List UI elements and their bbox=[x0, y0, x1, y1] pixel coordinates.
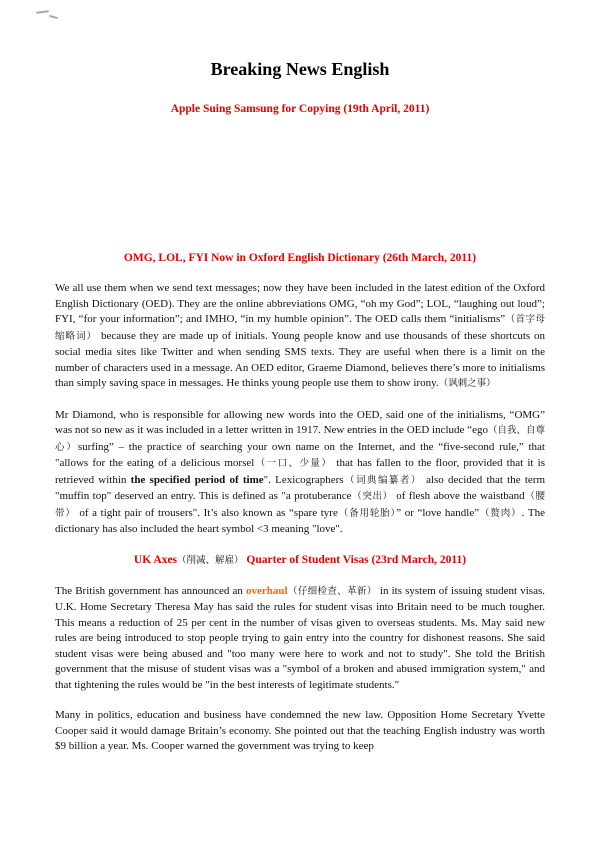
text-run: . The dictionary has also included the heart symbol <3 meaning "love". bbox=[55, 506, 545, 535]
paragraph-visas-1 bbox=[55, 584, 545, 694]
article-heading-omg-oed bbox=[55, 251, 545, 266]
paragraph-omg-2 bbox=[55, 408, 545, 538]
text-run: OMG, LOL, FYI Now in Oxford English Dictionary (26th March, 2011) bbox=[123, 252, 477, 264]
text-run: （腰带） bbox=[55, 492, 545, 519]
text-run: in its system of issuing student visas. U.K. Home Secretary Theresa May has said the rules for student visas into Britain need to be much tougher. This means a reduction of 25 per cent in the number of visas given to overseas students. Ms. May said new rules are being introduced to stop people trying to gain entry into the country for dishonest reasons. She said student visas were being abused and "too many were here to work and not to study". She told the British government that the misuse of student visas was a "symbol of a broken and abused immigration system," and that tightening the rules would be "in the best interests of legitimate students." bbox=[55, 584, 545, 691]
text-run: Apple Suing Samsung for Copying (19th April, 2011) bbox=[170, 103, 430, 115]
text-run: because they are made up of initials. Young people know and use thousands of these shortcuts on social media sites like Twitter and when sending SMS texts. They are useful when there is a limit on the number of characters used in a message. An OED editor, Graeme Diamond, believes there’s more to initialisms than simply saving space in messages. He thinks young people use them to show irony. bbox=[55, 329, 545, 389]
text-run: （赘肉） bbox=[479, 508, 522, 519]
text-run: （讽刺之事） bbox=[438, 379, 496, 389]
text-run: ” or “love handle” bbox=[396, 506, 480, 519]
text-run: ". Lexicographers bbox=[263, 473, 344, 486]
text-run: Many in politics, education and business have condemned the new law. Opposition Home Secretary Yvette Cooper said it would damage Britain’s economy. She pointed out that the teaching English industry was worth $9 billion a year. Ms. Cooper warned the government was trying to keep bbox=[55, 709, 545, 752]
text-run: the specified period of time bbox=[130, 473, 264, 486]
paragraph-visas-2 bbox=[55, 708, 545, 755]
text-run: （备用轮胎） bbox=[337, 508, 397, 519]
text-run: UK Axes bbox=[133, 553, 178, 566]
text-run: （一口、少量） bbox=[254, 459, 333, 469]
blank-space bbox=[55, 117, 545, 251]
text-run: We all use them when we send text messages; now they have been included in the latest edition of the Oxford English Dictionary (OED). They are the online abbreviations OMG, “oh my God”; LOL, “laughing out loud”; FYI, “for your information”; and IMHO, “in my humble opinion”. The OED calls them “initialisms” bbox=[55, 282, 545, 325]
text-run: of a tight pair of trousers". It’s also known as “spare tyre bbox=[75, 506, 338, 519]
text-run: （词典编纂者） bbox=[343, 475, 422, 486]
text-run: of flesh above the waistband bbox=[392, 490, 525, 502]
text-run: （首字母缩略词） bbox=[55, 315, 545, 342]
text-run: （仔细检查、革新） bbox=[287, 586, 377, 597]
text-run: that has fallen to the floor, provided that it is retrieved within bbox=[55, 457, 545, 486]
text-run: Mr Diamond, who is responsible for allowing new words into the OED, said one of the initialisms, “OMG” was not so new as it was included in a letter written in 1917. New entries in the OED include “ego bbox=[55, 408, 545, 436]
text-run: （自我、自尊心） bbox=[55, 426, 545, 453]
text-run: overhaul bbox=[246, 584, 288, 597]
text-run: also decided that the term "muffin top" deserved an entry. This is defined as "a protuberance bbox=[55, 473, 546, 502]
text-run: （突出） bbox=[351, 492, 393, 502]
text-run: surfing” – the practice of searching your own name on the Internet, and the “five-second rule,” that "allows for the eating of a delicious morsel bbox=[55, 440, 545, 469]
page-corner-mark bbox=[36, 10, 49, 14]
text-run: The British government has announced an bbox=[55, 584, 247, 597]
text-run: （削减、解雇） bbox=[177, 555, 244, 566]
paragraph-omg-1 bbox=[55, 281, 545, 393]
article-heading-uk-visas bbox=[55, 553, 545, 569]
page-corner-mark bbox=[49, 15, 58, 19]
text-run: Quarter of Student Visas (23rd March, 2011) bbox=[243, 553, 467, 566]
document-title: Breaking News English bbox=[210, 59, 390, 79]
article-heading-apple-samsung bbox=[55, 102, 545, 117]
